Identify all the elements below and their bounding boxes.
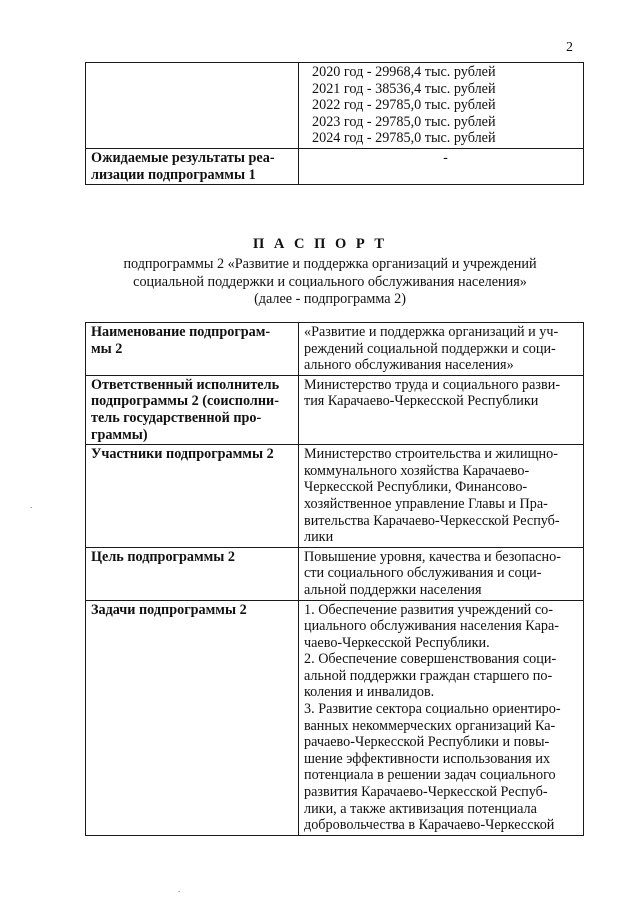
subtitle-line: (далее - подпрограмма 2) (254, 291, 406, 307)
value-line: 3. Развитие сектора социально ориентиро- (304, 701, 561, 718)
value-line: чаево-Черкесской Республики. (304, 634, 490, 651)
funding-line: 2024 год - 29785,0 тыс. рублей (312, 130, 496, 147)
value-line: развития Карачаево-Черкесской Респуб- (304, 784, 548, 801)
scan-speck: . (30, 500, 33, 510)
label-line: Ожидаемые результаты реа- (91, 149, 275, 166)
funding-label-cell (86, 63, 299, 149)
row-value (299, 323, 584, 376)
funding-line: 2020 год - 29968,4 тыс. рублей (312, 64, 496, 80)
row-value (299, 547, 584, 600)
subtitle-line: подпрограммы 2 «Развитие и поддержка организаций и учреждений (123, 256, 537, 272)
passport-row-name (86, 323, 584, 376)
value-line: сти социального обслуживания и соци- (304, 565, 542, 582)
passport-subtitle (60, 256, 600, 309)
value-line: хозяйственное управление Главы и Пра- (304, 495, 548, 512)
value-line: 2. Обеспечение совершенствования соци- (304, 651, 557, 668)
row-value (299, 600, 584, 835)
value-line: шение эффективности использования их (304, 750, 551, 767)
value-line: тия Карачаево-Черкесской Республики (304, 393, 539, 410)
value-line: альной поддержки граждан старшего по- (304, 667, 553, 684)
value-line: потенциала в решении задач социального (304, 767, 556, 784)
value-line: добровольчества в Карачаево-Черкесской (304, 817, 555, 834)
row-label (86, 547, 299, 600)
row-value (299, 375, 584, 444)
value-line: Черкесской Республики, Финансово- (304, 479, 528, 496)
value-line: Министерство строительства и жилищно- (304, 446, 558, 463)
label-line: Цель подпрограммы 2 (91, 548, 236, 565)
funding-line: 2021 год - 38536,4 тыс. рублей (312, 80, 496, 97)
funding-table (85, 62, 584, 185)
expected-results-value: - (299, 148, 584, 184)
expected-results-row (86, 148, 584, 184)
value-line: Министерство труда и социального разви- (304, 376, 561, 393)
label-line: Наименование подпрограм- (91, 324, 271, 340)
page-number: 2 (566, 40, 573, 55)
value-line: Повышение уровня, качества и безопасно- (304, 548, 561, 565)
passport-row-participants (86, 445, 584, 548)
funding-values-cell (299, 63, 584, 149)
value-line: рачаево-Черкесской Республики и повы- (304, 734, 550, 751)
subtitle-line: социальной поддержки и социального обслуживания населения» (133, 273, 527, 290)
value-line: 1. Обеспечение развития учреждений со- (304, 601, 553, 618)
funding-line: 2023 год - 29785,0 тыс. рублей (312, 113, 496, 130)
value-line: лики, а также активизация потенциала (304, 800, 537, 817)
value-line: ального обслуживания населения» (304, 357, 514, 374)
row-label (86, 600, 299, 835)
funding-line: 2022 год - 29785,0 тыс. рублей (312, 97, 496, 114)
value-line: «Развитие и поддержка организаций и уч- (304, 324, 559, 340)
row-value (299, 445, 584, 548)
value-line: коления и инвалидов. (304, 684, 435, 701)
value-line: коммунального хозяйства Карачаево- (304, 462, 530, 479)
label-line: подпрограммы 2 (соисполни- (91, 393, 279, 410)
row-label (86, 445, 299, 548)
value-line: реждений социальной поддержки и соци- (304, 340, 556, 357)
value-line: вительства Карачаево-Черкесской Респуб- (304, 512, 560, 529)
expected-results-label (86, 148, 299, 184)
label-line: Ответственный исполнитель (91, 376, 280, 393)
value-line: циального обслуживания населения Кара- (304, 618, 559, 635)
passport-row-goal (86, 547, 584, 600)
value-line: лики (304, 529, 334, 546)
label-line: Задачи подпрограммы 2 (91, 601, 247, 618)
passport-table (85, 322, 584, 836)
row-label (86, 375, 299, 444)
passport-row-tasks (86, 600, 584, 835)
label-line: тель государственной про- (91, 409, 262, 426)
passport-title: П А С П О Р Т (252, 236, 388, 252)
row-label (86, 323, 299, 376)
passport-row-responsible (86, 375, 584, 444)
value-line: ванных некоммерческих организаций Ка- (304, 717, 556, 734)
label-line: граммы) (91, 426, 148, 443)
value-line: альной поддержки населения (304, 581, 482, 598)
label-line: лизации подпрограммы 1 (91, 166, 256, 183)
label-line: Участники подпрограммы 2 (91, 446, 274, 463)
scan-speck: . (178, 884, 181, 894)
funding-row (86, 63, 584, 149)
label-line: мы 2 (91, 340, 123, 357)
